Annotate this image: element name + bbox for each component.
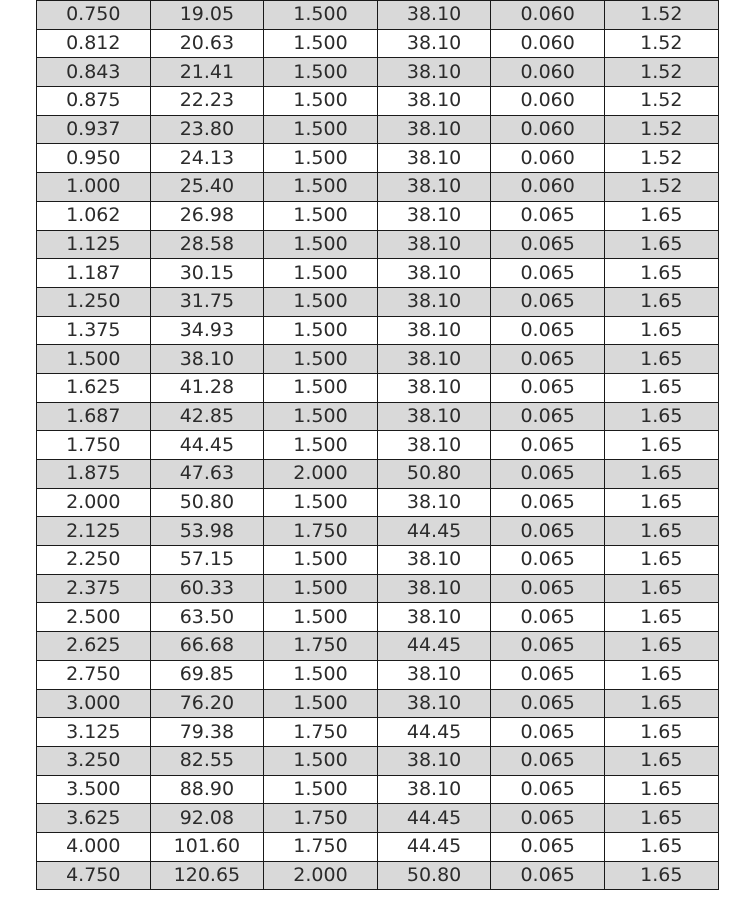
table-row bbox=[37, 603, 719, 632]
table-cell: 44.45 bbox=[377, 718, 491, 747]
table-cell: 0.937 bbox=[37, 115, 151, 144]
table-row bbox=[37, 402, 719, 431]
table-cell: 38.10 bbox=[377, 603, 491, 632]
table-cell: 1.65 bbox=[604, 546, 718, 575]
table-cell: 2.500 bbox=[37, 603, 151, 632]
table-cell: 60.33 bbox=[150, 574, 264, 603]
table-cell: 1.65 bbox=[604, 603, 718, 632]
table-row bbox=[37, 173, 719, 202]
table-cell: 0.065 bbox=[491, 517, 605, 546]
table-row bbox=[37, 1, 719, 30]
table-cell: 63.50 bbox=[150, 603, 264, 632]
table-cell: 1.875 bbox=[37, 460, 151, 489]
table-cell: 1.750 bbox=[264, 718, 378, 747]
table-row bbox=[37, 804, 719, 833]
table-cell: 76.20 bbox=[150, 689, 264, 718]
table-cell: 1.500 bbox=[264, 660, 378, 689]
table-cell: 38.10 bbox=[377, 230, 491, 259]
table-cell: 1.750 bbox=[264, 804, 378, 833]
dimensions-table-container bbox=[36, 0, 718, 890]
table-cell: 1.65 bbox=[604, 861, 718, 890]
table-cell: 1.500 bbox=[264, 1, 378, 30]
table-cell: 0.065 bbox=[491, 574, 605, 603]
table-cell: 44.45 bbox=[377, 832, 491, 861]
table-row bbox=[37, 775, 719, 804]
table-cell: 38.10 bbox=[377, 87, 491, 116]
table-cell: 1.65 bbox=[604, 775, 718, 804]
table-cell: 1.500 bbox=[264, 775, 378, 804]
table-cell: 1.65 bbox=[604, 488, 718, 517]
table-cell: 0.065 bbox=[491, 546, 605, 575]
table-row bbox=[37, 746, 719, 775]
table-cell: 2.750 bbox=[37, 660, 151, 689]
table-cell: 3.500 bbox=[37, 775, 151, 804]
table-cell: 1.65 bbox=[604, 230, 718, 259]
table-cell: 38.10 bbox=[377, 488, 491, 517]
table-row bbox=[37, 718, 719, 747]
table-cell: 30.15 bbox=[150, 259, 264, 288]
table-cell: 0.060 bbox=[491, 1, 605, 30]
table-row bbox=[37, 259, 719, 288]
table-cell: 3.000 bbox=[37, 689, 151, 718]
table-cell: 0.750 bbox=[37, 1, 151, 30]
table-cell: 1.65 bbox=[604, 287, 718, 316]
table-cell: 1.52 bbox=[604, 173, 718, 202]
table-cell: 38.10 bbox=[377, 345, 491, 374]
table-cell: 101.60 bbox=[150, 832, 264, 861]
table-cell: 1.65 bbox=[604, 746, 718, 775]
table-cell: 0.065 bbox=[491, 689, 605, 718]
table-cell: 92.08 bbox=[150, 804, 264, 833]
table-cell: 2.000 bbox=[264, 861, 378, 890]
table-cell: 1.500 bbox=[264, 746, 378, 775]
table-cell: 0.065 bbox=[491, 775, 605, 804]
table-cell: 0.065 bbox=[491, 431, 605, 460]
table-cell: 0.065 bbox=[491, 746, 605, 775]
table-row bbox=[37, 316, 719, 345]
table-cell: 1.687 bbox=[37, 402, 151, 431]
table-cell: 38.10 bbox=[377, 115, 491, 144]
table-cell: 24.13 bbox=[150, 144, 264, 173]
table-cell: 38.10 bbox=[377, 173, 491, 202]
table-cell: 0.950 bbox=[37, 144, 151, 173]
table-cell: 66.68 bbox=[150, 632, 264, 661]
table-cell: 0.843 bbox=[37, 58, 151, 87]
table-row bbox=[37, 861, 719, 890]
table-row bbox=[37, 460, 719, 489]
table-cell: 1.500 bbox=[264, 431, 378, 460]
table-cell: 1.65 bbox=[604, 660, 718, 689]
table-cell: 69.85 bbox=[150, 660, 264, 689]
table-cell: 0.065 bbox=[491, 488, 605, 517]
table-cell: 1.062 bbox=[37, 201, 151, 230]
table-cell: 1.500 bbox=[264, 173, 378, 202]
table-cell: 42.85 bbox=[150, 402, 264, 431]
table-row bbox=[37, 115, 719, 144]
table-cell: 1.52 bbox=[604, 1, 718, 30]
table-cell: 1.65 bbox=[604, 402, 718, 431]
table-cell: 0.065 bbox=[491, 201, 605, 230]
table-row bbox=[37, 201, 719, 230]
table-cell: 0.065 bbox=[491, 460, 605, 489]
table-cell: 1.500 bbox=[264, 373, 378, 402]
table-cell: 25.40 bbox=[150, 173, 264, 202]
table-cell: 1.500 bbox=[264, 574, 378, 603]
table-cell: 23.80 bbox=[150, 115, 264, 144]
table-cell: 0.065 bbox=[491, 287, 605, 316]
table-cell: 0.065 bbox=[491, 230, 605, 259]
table-cell: 38.10 bbox=[377, 58, 491, 87]
table-row bbox=[37, 87, 719, 116]
table-cell: 1.65 bbox=[604, 345, 718, 374]
table-cell: 1.65 bbox=[604, 718, 718, 747]
table-cell: 53.98 bbox=[150, 517, 264, 546]
table-cell: 44.45 bbox=[150, 431, 264, 460]
table-cell: 1.750 bbox=[264, 632, 378, 661]
table-cell: 3.250 bbox=[37, 746, 151, 775]
table-cell: 1.250 bbox=[37, 287, 151, 316]
table-cell: 26.98 bbox=[150, 201, 264, 230]
table-cell: 38.10 bbox=[377, 574, 491, 603]
table-cell: 0.060 bbox=[491, 144, 605, 173]
table-cell: 1.52 bbox=[604, 115, 718, 144]
table-cell: 2.375 bbox=[37, 574, 151, 603]
table-body bbox=[37, 1, 719, 890]
table-cell: 0.060 bbox=[491, 173, 605, 202]
dimensions-table bbox=[36, 0, 719, 890]
table-cell: 38.10 bbox=[377, 402, 491, 431]
table-cell: 0.060 bbox=[491, 58, 605, 87]
table-cell: 1.65 bbox=[604, 431, 718, 460]
table-cell: 2.000 bbox=[264, 460, 378, 489]
table-cell: 1.65 bbox=[604, 460, 718, 489]
table-cell: 0.875 bbox=[37, 87, 151, 116]
table-row bbox=[37, 29, 719, 58]
table-cell: 38.10 bbox=[377, 689, 491, 718]
table-cell: 38.10 bbox=[377, 316, 491, 345]
table-cell: 0.065 bbox=[491, 804, 605, 833]
table-cell: 50.80 bbox=[377, 861, 491, 890]
table-cell: 38.10 bbox=[377, 259, 491, 288]
table-cell: 50.80 bbox=[150, 488, 264, 517]
table-cell: 1.375 bbox=[37, 316, 151, 345]
table-cell: 20.63 bbox=[150, 29, 264, 58]
table-cell: 38.10 bbox=[377, 29, 491, 58]
table-row bbox=[37, 546, 719, 575]
table-cell: 1.65 bbox=[604, 373, 718, 402]
table-cell: 47.63 bbox=[150, 460, 264, 489]
table-cell: 82.55 bbox=[150, 746, 264, 775]
table-cell: 0.065 bbox=[491, 718, 605, 747]
table-cell: 38.10 bbox=[377, 287, 491, 316]
table-row bbox=[37, 144, 719, 173]
table-cell: 1.625 bbox=[37, 373, 151, 402]
table-row bbox=[37, 58, 719, 87]
table-cell: 1.500 bbox=[264, 345, 378, 374]
table-cell: 1.65 bbox=[604, 574, 718, 603]
table-cell: 0.065 bbox=[491, 660, 605, 689]
table-cell: 1.500 bbox=[264, 29, 378, 58]
table-row bbox=[37, 632, 719, 661]
table-cell: 1.65 bbox=[604, 259, 718, 288]
table-cell: 3.125 bbox=[37, 718, 151, 747]
table-cell: 0.065 bbox=[491, 316, 605, 345]
table-cell: 38.10 bbox=[377, 144, 491, 173]
table-cell: 1.750 bbox=[37, 431, 151, 460]
table-cell: 2.000 bbox=[37, 488, 151, 517]
table-cell: 38.10 bbox=[377, 373, 491, 402]
table-cell: 1.65 bbox=[604, 316, 718, 345]
table-row bbox=[37, 689, 719, 718]
table-cell: 1.500 bbox=[264, 58, 378, 87]
table-cell: 1.500 bbox=[264, 144, 378, 173]
table-cell: 22.23 bbox=[150, 87, 264, 116]
table-cell: 34.93 bbox=[150, 316, 264, 345]
table-cell: 1.65 bbox=[604, 689, 718, 718]
table-cell: 88.90 bbox=[150, 775, 264, 804]
table-row bbox=[37, 230, 719, 259]
table-cell: 21.41 bbox=[150, 58, 264, 87]
table-cell: 1.500 bbox=[264, 603, 378, 632]
table-cell: 1.500 bbox=[264, 201, 378, 230]
table-cell: 2.625 bbox=[37, 632, 151, 661]
table-cell: 0.065 bbox=[491, 402, 605, 431]
table-row bbox=[37, 431, 719, 460]
table-cell: 0.060 bbox=[491, 29, 605, 58]
table-row bbox=[37, 574, 719, 603]
table-cell: 1.750 bbox=[264, 832, 378, 861]
table-cell: 1.52 bbox=[604, 29, 718, 58]
table-cell: 0.065 bbox=[491, 861, 605, 890]
table-cell: 19.05 bbox=[150, 1, 264, 30]
table-cell: 38.10 bbox=[377, 546, 491, 575]
table-cell: 1.52 bbox=[604, 58, 718, 87]
table-cell: 1.500 bbox=[264, 546, 378, 575]
table-cell: 2.250 bbox=[37, 546, 151, 575]
table-row bbox=[37, 517, 719, 546]
table-cell: 1.125 bbox=[37, 230, 151, 259]
table-cell: 44.45 bbox=[377, 632, 491, 661]
table-cell: 1.500 bbox=[264, 488, 378, 517]
table-cell: 0.065 bbox=[491, 373, 605, 402]
table-cell: 1.500 bbox=[264, 259, 378, 288]
table-cell: 41.28 bbox=[150, 373, 264, 402]
table-cell: 1.65 bbox=[604, 201, 718, 230]
table-cell: 1.500 bbox=[264, 87, 378, 116]
table-cell: 1.65 bbox=[604, 804, 718, 833]
table-cell: 1.65 bbox=[604, 517, 718, 546]
table-cell: 31.75 bbox=[150, 287, 264, 316]
table-cell: 38.10 bbox=[377, 201, 491, 230]
table-row bbox=[37, 488, 719, 517]
table-cell: 1.52 bbox=[604, 87, 718, 116]
table-cell: 1.500 bbox=[264, 316, 378, 345]
table-cell: 0.065 bbox=[491, 345, 605, 374]
table-cell: 38.10 bbox=[377, 746, 491, 775]
table-cell: 1.500 bbox=[264, 402, 378, 431]
table-cell: 1.750 bbox=[264, 517, 378, 546]
table-cell: 57.15 bbox=[150, 546, 264, 575]
table-cell: 1.500 bbox=[264, 230, 378, 259]
table-cell: 4.750 bbox=[37, 861, 151, 890]
table-cell: 28.58 bbox=[150, 230, 264, 259]
table-cell: 44.45 bbox=[377, 804, 491, 833]
table-cell: 38.10 bbox=[377, 431, 491, 460]
table-cell: 1.500 bbox=[264, 689, 378, 718]
table-cell: 1.65 bbox=[604, 832, 718, 861]
table-row bbox=[37, 373, 719, 402]
table-cell: 1.65 bbox=[604, 632, 718, 661]
table-row bbox=[37, 832, 719, 861]
table-cell: 0.065 bbox=[491, 603, 605, 632]
table-cell: 79.38 bbox=[150, 718, 264, 747]
table-row bbox=[37, 345, 719, 374]
table-cell: 0.065 bbox=[491, 832, 605, 861]
table-row bbox=[37, 660, 719, 689]
table-cell: 44.45 bbox=[377, 517, 491, 546]
table-cell: 38.10 bbox=[377, 775, 491, 804]
table-cell: 0.060 bbox=[491, 115, 605, 144]
table-row bbox=[37, 287, 719, 316]
table-cell: 38.10 bbox=[150, 345, 264, 374]
table-cell: 1.500 bbox=[264, 115, 378, 144]
table-cell: 2.125 bbox=[37, 517, 151, 546]
table-cell: 0.812 bbox=[37, 29, 151, 58]
table-cell: 1.500 bbox=[264, 287, 378, 316]
table-cell: 3.625 bbox=[37, 804, 151, 833]
table-cell: 1.187 bbox=[37, 259, 151, 288]
table-cell: 4.000 bbox=[37, 832, 151, 861]
table-cell: 38.10 bbox=[377, 1, 491, 30]
table-cell: 120.65 bbox=[150, 861, 264, 890]
table-cell: 1.500 bbox=[37, 345, 151, 374]
table-cell: 38.10 bbox=[377, 660, 491, 689]
table-cell: 1.000 bbox=[37, 173, 151, 202]
table-cell: 1.52 bbox=[604, 144, 718, 173]
table-cell: 0.065 bbox=[491, 259, 605, 288]
table-cell: 0.065 bbox=[491, 632, 605, 661]
table-cell: 0.060 bbox=[491, 87, 605, 116]
table-cell: 50.80 bbox=[377, 460, 491, 489]
